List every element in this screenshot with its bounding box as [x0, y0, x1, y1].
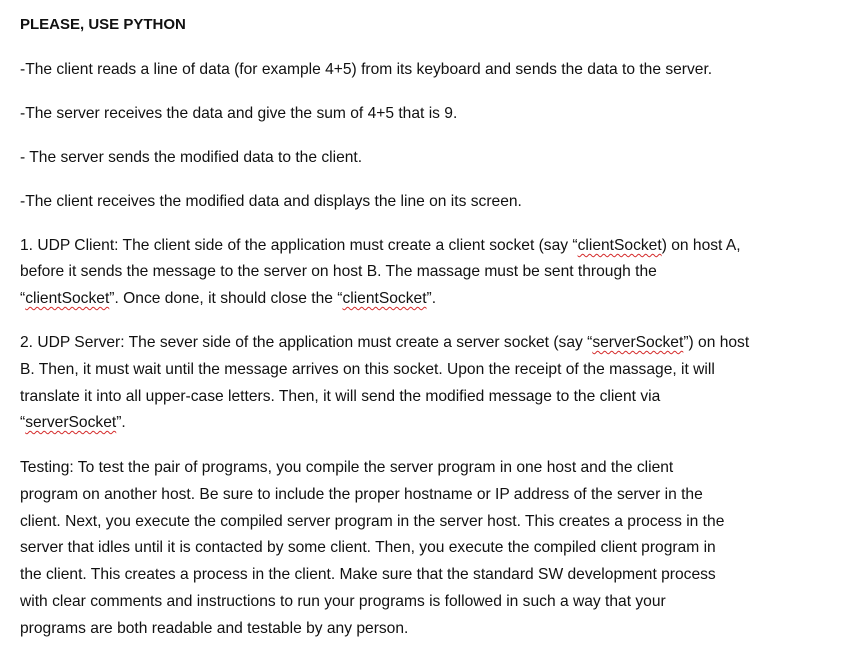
- text-segment: 1. UDP Client: The client side of the application must create a client socket (say “: [20, 237, 578, 254]
- text-segment: ”. Once done, it should close the “: [109, 290, 343, 307]
- testing-line-5: the client. This creates a process in the client. Make sure that the standard SW development process: [20, 566, 716, 583]
- misspelled-word: serverSocket: [592, 334, 684, 351]
- step-1: -The client reads a line of data (for example 4+5) from its keyboard and sends the data to the server.: [20, 61, 713, 78]
- udp-client-line-2: before it sends the message to the server on host B. The massage must be sent through the: [20, 263, 657, 280]
- step-2: -The server receives the data and give the sum of 4+5 that is 9.: [20, 105, 458, 122]
- udp-server-line-4: [20, 413, 126, 433]
- testing-line-7: programs are both readable and testable by any person.: [20, 620, 409, 637]
- heading: PLEASE, USE PYTHON: [20, 16, 186, 33]
- udp-server-line-3: translate it into all upper-case letters. Then, it will send the modified message to the client via: [20, 388, 661, 405]
- step-4: -The client receives the modified data and displays the line on its screen.: [20, 193, 522, 210]
- misspelled-word: clientSocket: [342, 290, 427, 307]
- step-3: - The server sends the modified data to the client.: [20, 149, 363, 166]
- misspelled-word: serverSocket: [25, 414, 117, 431]
- text-segment: ”.: [426, 290, 437, 307]
- testing-line-3: client. Next, you execute the compiled server program in the server host. This creates a process in the: [20, 513, 725, 530]
- text-segment: “: [20, 414, 26, 431]
- text-segment: ”.: [116, 414, 126, 431]
- testing-line-2: program on another host. Be sure to include the proper hostname or IP address of the server in the: [20, 486, 703, 503]
- udp-client-line-3: [20, 289, 436, 309]
- testing-line-4: server that idles until it is contacted by some client. Then, you execute the compiled client program in: [20, 539, 716, 556]
- text-segment: ”) on host: [683, 334, 750, 351]
- testing-line-1: Testing: To test the pair of programs, you compile the server program in one host and the client: [20, 459, 674, 476]
- text-segment: 2. UDP Server: The sever side of the application must create a server socket (say “: [20, 334, 593, 351]
- misspelled-word: clientSocket: [25, 290, 110, 307]
- text-segment: “: [20, 290, 26, 307]
- text-segment: ) on host A,: [661, 237, 741, 254]
- udp-server-line-2: B. Then, it must wait until the message arrives on this socket. Upon the receipt of the massage, it will: [20, 361, 715, 378]
- udp-server-line-1: [20, 333, 749, 353]
- testing-line-6: with clear comments and instructions to run your programs is followed in such a way that your: [20, 593, 666, 610]
- misspelled-word: clientSocket: [577, 237, 662, 254]
- udp-client-line-1: [20, 236, 741, 256]
